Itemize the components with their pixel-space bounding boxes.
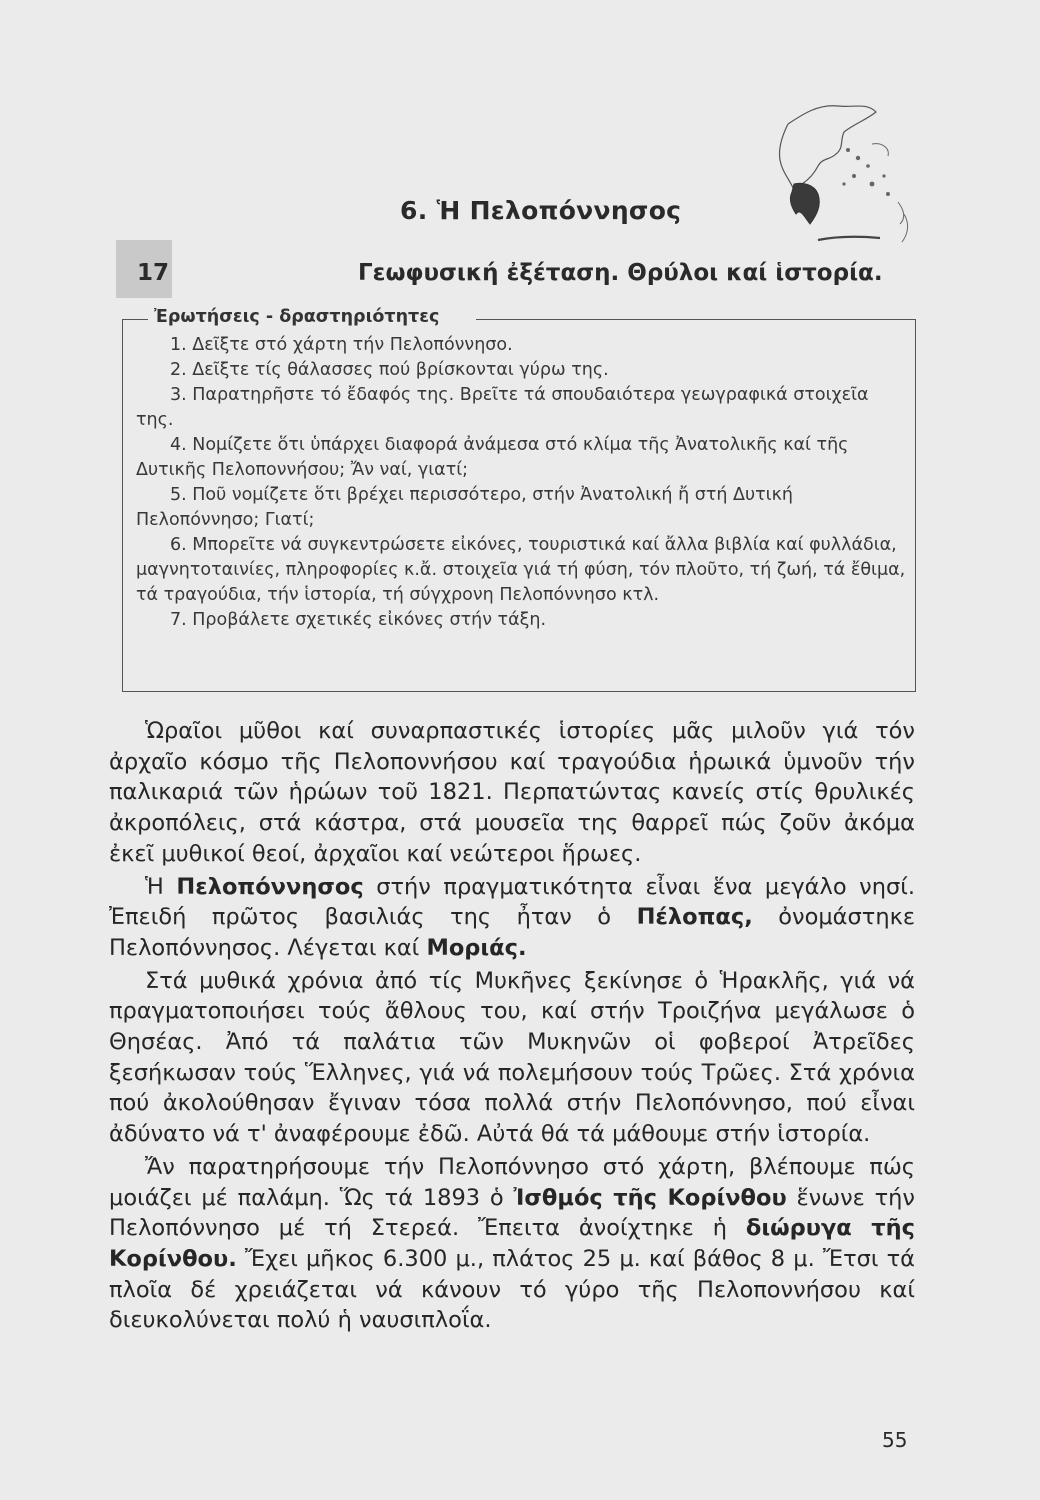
chapter-title: 6. Ἡ Πελοπόννησος	[400, 196, 682, 225]
paragraph-corinth	[109, 1152, 915, 1336]
questions-box-top-border-right	[476, 319, 916, 320]
term-isthmus: Ἰσθμός τῆς Κορίνθου	[513, 1184, 787, 1211]
p2-text-a: Ἡ	[145, 873, 177, 900]
paragraph-myths: Ὡραῖοι μῦθοι καί συναρπαστικές ἱστορίες μᾶς μιλοῦν γιά τόν ἀρχαῖο κόσμο τῆς Πελοποννήσου καί τραγούδια ἡρωικά ὑμνοῦν τήν παλικαριά τῶν ἡρώων τοῦ 1821. Περπατώντας κανείς στίς θρυλικές ἀκροπόλεις, στά κάστρα, στά μουσεῖα της θαρρεῖ πώς ζοῦν ἀκόμα ἐκεῖ μυθικοί θεοί, ἀρχαῖοι καί νεώτεροι ἥρωες.	[109, 718, 915, 867]
question-item: 4. Νομίζετε ὅτι ὑπάρχει διαφορά ἀνάμεσα στό κλίμα τῆς Ἀνατολικῆς καί τῆς Δυτικῆς Πελοποννήσου; Ἄν ναί, γιατί;	[136, 435, 849, 480]
questions-box-top-border	[122, 319, 148, 320]
question-item: 3. Παρατηρῆστε τό ἔδαφός της. Βρεῖτε τά σπουδαιότερα γεωγραφικά στοιχεῖα της.	[136, 385, 869, 430]
lesson-number: 17	[137, 260, 170, 286]
p2-text-e: ὀνομάστηκε Πελοπόννησος. Λέγεται καί	[109, 904, 916, 961]
term-morias: Μοριάς.	[426, 934, 527, 961]
lesson-title: Γεωφυσική ἐξέταση. Θρύλοι καί ἱστορία.	[358, 260, 883, 286]
greece-map-icon	[748, 84, 924, 254]
question-item: 6. Μπορεῖτε νά συγκεντρώσετε εἰκόνες, τουριστικά καί ἄλλα βιβλία καί φυλλάδια, μαγνητοταινίες, πληροφορίες κ.ἄ. στοιχεῖα γιά τή φύση, τόν πλοῦτο, τή ζωή, τά ἔθιμα, τά τραγούδια, τήν ἱστορία, τή σύγχρονη Πελοπόννησο κτλ.	[136, 535, 906, 605]
question-item: 2. Δεῖξτε τίς θάλασσες πού βρίσκονται γύρω της.	[170, 360, 609, 380]
p4-text-a: Ἄν παρατηρήσουμε τήν Πελοπόννησο στό χάρτη, βλέπουμε πώς μοιάζει μέ παλάμη. Ὥς τά 1893 ὁ	[109, 1153, 915, 1211]
question-item: 1. Δεῖξτε στό χάρτη τήν Πελοπόννησο.	[170, 335, 513, 355]
term-pelops: Πέλοπας,	[636, 904, 753, 931]
p4-text-e: Ἔχει μῆκος 6.300 μ., πλάτος 25 μ. καί βάθος 8 μ. Ἔτσι τά πλοῖα δέ χρειάζεται νά κάνουν τό γύρο τῆς Πελοποννήσου καί διευκολύνεται πολύ ἡ ναυσιπλοΐα.	[109, 1245, 915, 1334]
p4-text-c: ἕνωνε τήν Πελοπόννησο μέ τή Στερεά. Ἔπειτα ἀνοίχτηκε ἡ	[109, 1184, 915, 1242]
paragraph-peloponnese-name	[109, 872, 915, 964]
body-text	[109, 716, 915, 1338]
term-canal: διώρυγα τῆς Κορίνθου.	[109, 1215, 915, 1272]
paragraph-mythical-times: Στά μυθικά χρόνια ἀπό τίς Μυκῆνες ξεκίνησε ὁ Ἡρακλῆς, γιά νά πραγματοποιήσει τούς ἄθλους του, καί στήν Τροιζήνα μεγάλωσε ὁ Θησέας. Ἀπό τά παλάτια τῶν Μυκηνῶν οἱ φοβεροί Ἀτρεῖδες ξεσήκωσαν τούς Ἕλληνες, γιά νά πολεμήσουν τούς Τρῶες. Στά χρόνια πού ἀκολούθησαν ἔγιναν τόσα πολλά στήν Πελοπόννησο, πού εἶναι ἀδύνατο νά τ' ἀναφέρουμε ἐδῶ. Αὐτά θά τά μάθουμε στήν ἱστορία.	[109, 967, 915, 1148]
p2-text-c: στήν πραγματικότητα εἶναι ἕνα μεγάλο νησί. Ἐπειδή πρῶτος βασιλιάς της ἦταν ὁ	[109, 873, 916, 931]
question-item: 7. Προβάλετε σχετικές εἰκόνες στήν τάξη.	[170, 610, 547, 630]
questions-heading: Ἐρωτήσεις - δραστηριότητες	[150, 307, 443, 327]
questions-list	[136, 333, 908, 633]
question-item: 5. Ποῦ νομίζετε ὅτι βρέχει περισσότερο, στήν Ἀνατολική ἤ στή Δυτική Πελοπόννησο; Γιατί;	[136, 485, 793, 530]
term-peloponnese: Πελοπόννησος	[176, 873, 364, 900]
page-number: 55	[882, 1428, 908, 1452]
